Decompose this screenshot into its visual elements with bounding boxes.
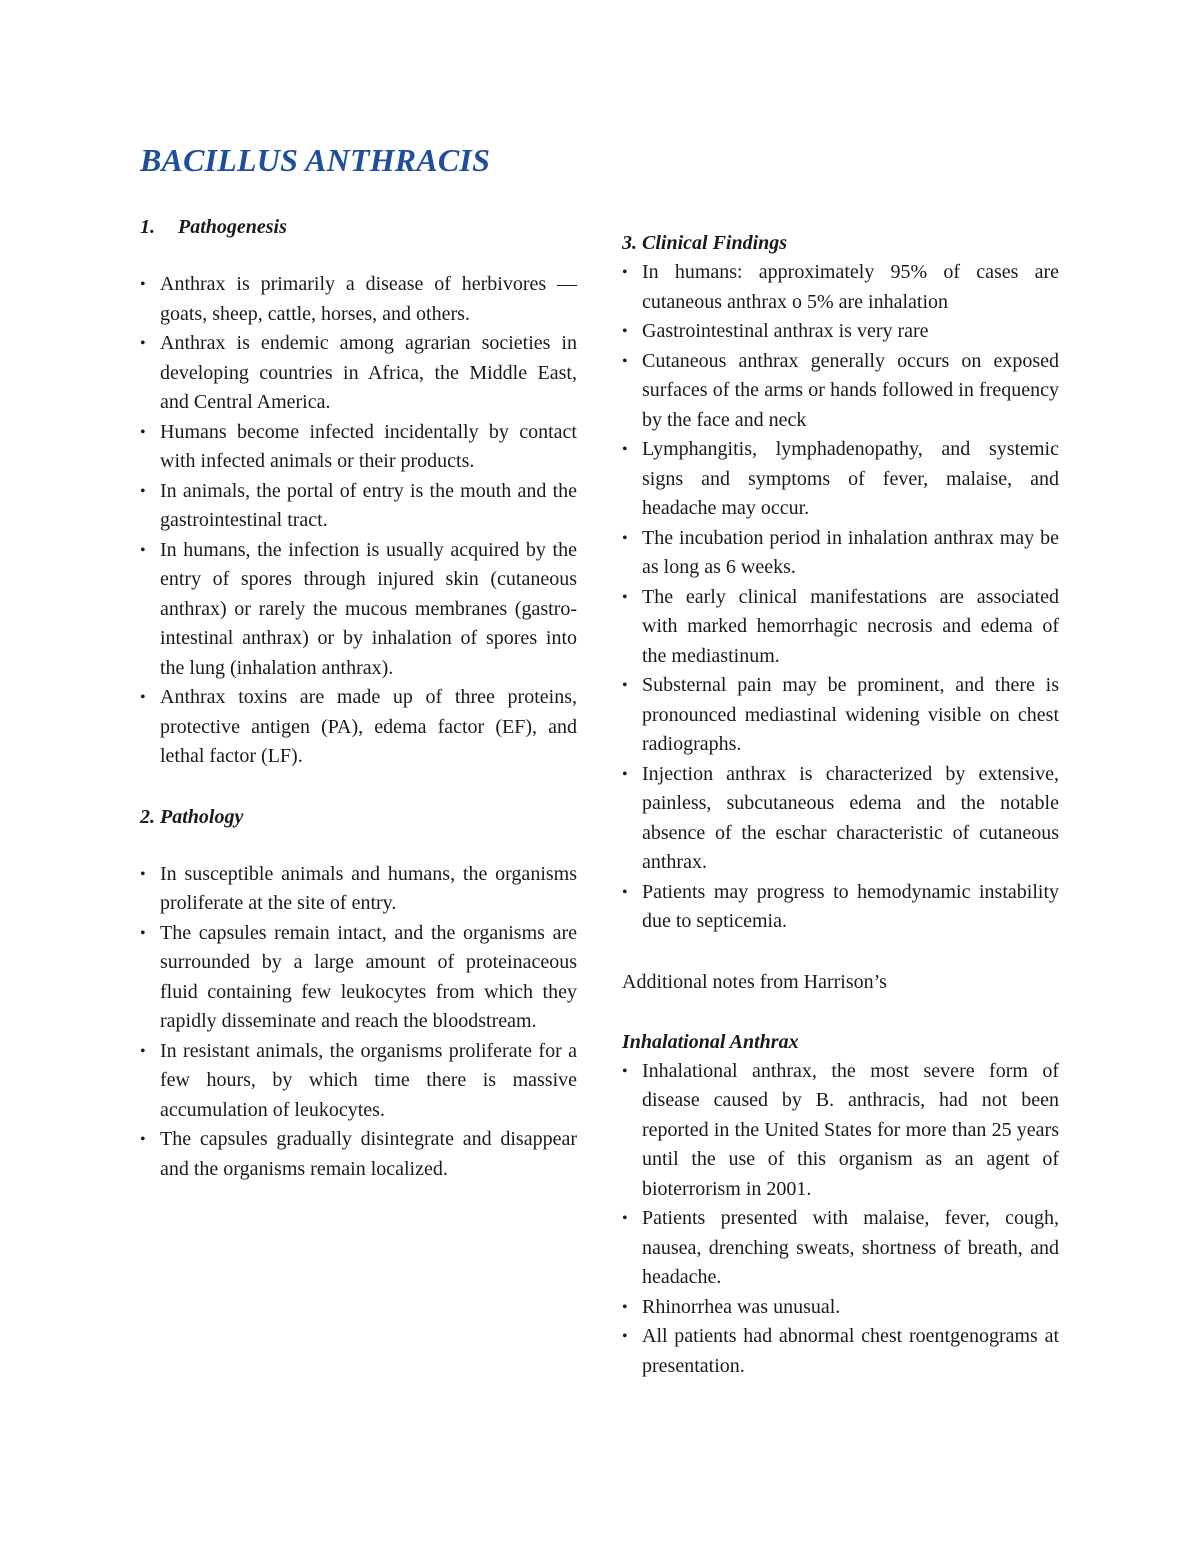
list-item: • Inhalational anthrax, the most severe form of disease caused by B. anthracis, had not been reported in the United States for more than 25 years until the use of this organism as an agent of bioterrorism in 2001. — [622, 1059, 1059, 1200]
list-item: • The incubation period in inhalation anthrax may be as long as 6 weeks. — [622, 526, 1059, 578]
list-item: • All patients had abnormal chest roentgenograms at presentation. — [622, 1325, 1059, 1377]
inhalational-anthrax-list — [622, 1057, 1059, 1382]
list-item: • Injection anthrax is characterized by extensive, painless, subcutaneous edema and the notable absence of the eschar characteristic of cutaneous anthrax. — [622, 762, 1059, 873]
list-item: • Patients presented with malaise, fever, cough, nausea, drenching sweats, shortness of breath, and headache. — [622, 1207, 1059, 1288]
list-item: • Anthrax is primarily a disease of herbivores —goats, sheep, cattle, horses, and others. — [140, 273, 577, 325]
list-item: • The capsules remain intact, and the organisms are surrounded by a large amount of proteinaceous fluid containing few leukocytes from which they rapidly disseminate and reach the bloodstream. — [140, 921, 577, 1032]
list-item: • In humans, the infection is usually acquired by the entry of spores through injured skin (cutaneous anthrax) or rarely the mucous membranes (gastro- intestinal anthrax) or by inhalation of spores into the lung (inhalation anthrax). — [140, 538, 577, 679]
pathology-list — [140, 860, 577, 1185]
section-number: 1. — [140, 216, 155, 238]
list-item: • Cutaneous anthrax generally occurs on exposed surfaces of the arms or hands followed in frequency by the face and neck — [622, 349, 1059, 431]
list-item: • Anthrax is endemic among agrarian societies in developing countries in Africa, the Middle East, and Central America. — [140, 332, 577, 413]
section-heading-pathology: 2. Pathology — [140, 805, 244, 828]
clinical-findings-list — [622, 258, 1059, 937]
left-column — [140, 212, 577, 1184]
list-item: • Gastrointestinal anthrax is very rare — [622, 320, 929, 342]
list-item: • In humans: approximately 95% of cases are cutaneous anthrax o 5% are inhalation — [622, 261, 1059, 313]
list-item: • The early clinical manifestations are associated with marked hemorrhagic necrosis and edema of the mediastinum. — [622, 585, 1059, 667]
list-item: • Substernal pain may be prominent, and there is pronounced mediastinal widening visible on chest radiographs. — [622, 674, 1059, 755]
right-column — [622, 228, 1059, 1381]
list-item: • Humans become infected incidentally by contact with infected animals or their products. — [140, 420, 577, 472]
document-title: BACILLUS ANTHRACIS — [140, 142, 491, 178]
list-item: • In animals, the portal of entry is the mouth and the gastrointestinal tract. — [140, 479, 577, 531]
section-title: Pathogenesis — [178, 216, 287, 238]
list-item: • Anthrax toxins are made up of three proteins, protective antigen (PA), edema factor (EF), and lethal factor (LF). — [140, 686, 577, 767]
section-heading-inhalational-anthrax: Inhalational Anthrax — [622, 1030, 799, 1053]
section-heading-pathogenesis — [140, 212, 577, 242]
list-item: • Patients may progress to hemodynamic instability due to septicemia. — [622, 880, 1059, 932]
list-item: • In resistant animals, the organisms proliferate for a few hours, by which time there is massive accumulation of leukocytes. — [140, 1039, 577, 1121]
list-item: • The capsules gradually disintegrate and disappear and the organisms remain localized. — [140, 1128, 577, 1180]
pathogenesis-list — [140, 270, 577, 772]
additional-notes-label: Additional notes from Harrison’s — [622, 970, 887, 993]
section-heading-clinical-findings: 3. Clinical Findings — [622, 232, 788, 254]
list-item: • In susceptible animals and humans, the organisms proliferate at the site of entry. — [140, 862, 577, 914]
list-item: • Lymphangitis, lymphadenopathy, and systemic signs and symptoms of fever, malaise, and headache may occur. — [622, 438, 1059, 519]
list-item: • Rhinorrhea was unusual. — [622, 1295, 841, 1318]
